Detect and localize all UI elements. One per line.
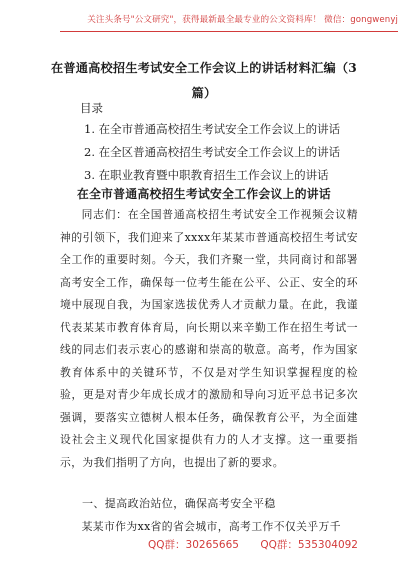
body-paragraph: 同志们：在全国普通高校招生考试安全工作视频会议精神的引领下，我们迎来了xxxx年某某市普通高校招生考试安全工作的重要时刻。今天，我们齐聚一堂，共同商讨和部署高考安全工作，确保每一位考生能在公平、公正、安全的环境中展现自我，为国家选拔优秀人才贡献力量。在此，我谨代表某某市教育体育局，向长期以来辛勤工作在招生考试一线的同志们表示衷心的感谢和崇高的敬意。高考，作为国家教育体系中的关键环节，不仅是对学生知识掌握程度的检验，更是对青少年成长成才的激励和导向习近平总书记多次强调，要落实立德树人根本任务，确保教育公平，为全面建设社会主义现代化国家提供有力的人才支撑。这一重要指示，为我们指明了方向，也提出了新的要求。	[60, 208, 358, 469]
toc-item-1[interactable]: 1. 在全市普通高校招生考试安全工作会议上的讲话	[84, 122, 341, 136]
toc-heading: 目录	[80, 101, 103, 115]
toc-item-2[interactable]: 2. 在全区普通高校招生考试安全工作会议上的讲话	[84, 145, 341, 159]
footer-contact	[148, 537, 376, 552]
document-title: 在普通高校招生考试安全工作会议上的讲话材料汇编（3篇）	[51, 61, 357, 100]
table-of-contents	[84, 118, 340, 187]
next-paragraph: 某某市作为xx省的省会城市，高考工作不仅关乎万千	[81, 520, 341, 533]
section-title: 在全市普通高校招生考试安全工作会议上的讲话	[76, 187, 332, 201]
header-divider	[60, 31, 398, 32]
section-subheading: 一、提高政治站位，确保高考安全平稳	[82, 497, 276, 510]
footer-qq-group-1: QQ群：30265665	[148, 539, 239, 551]
toc-item-3[interactable]: 3. 在职业教育暨中职教育招生工作会议上的讲话	[84, 168, 329, 182]
header-banner	[0, 6, 408, 36]
footer-qq-group-2: QQ群：535304092	[260, 539, 358, 551]
header-promo-text: 关注头条号"公文研究"，获得最新最全最专业的公文资料库！ 微信：gongwenyj	[87, 15, 398, 25]
